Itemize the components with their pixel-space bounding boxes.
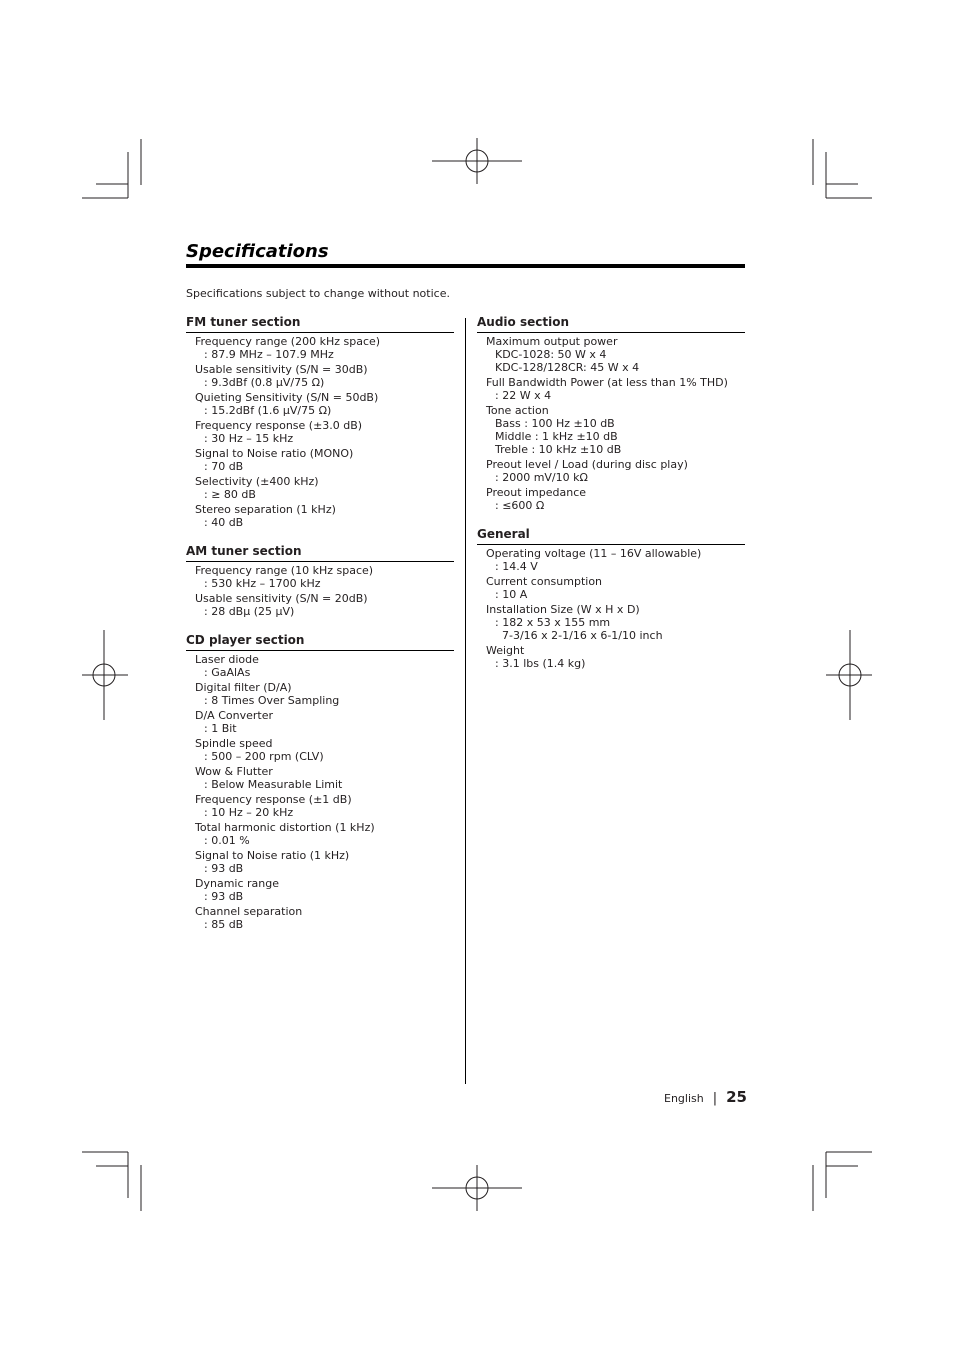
- spec-item: [195, 475, 454, 501]
- spec-value: : GaAlAs: [204, 666, 251, 679]
- spec-label: Digital filter (D/A): [195, 681, 292, 694]
- spec-list: [186, 651, 454, 931]
- spec-item: [195, 737, 454, 763]
- right-column: [477, 314, 745, 684]
- spec-value: KDC-128/128CR: 45 W x 4: [495, 361, 640, 374]
- spec-value: : 70 dB: [204, 460, 244, 473]
- spec-value: : 2000 mV/10 kΩ: [495, 471, 588, 484]
- footer-language: English: [664, 1092, 704, 1105]
- spec-item: [195, 653, 454, 679]
- spec-value: : ≤600 Ω: [495, 499, 545, 512]
- spec-item: [195, 391, 454, 417]
- spec-list: [186, 333, 454, 529]
- spec-item: [195, 793, 454, 819]
- spec-label: Installation Size (W x H x D): [486, 603, 640, 616]
- spec-label: Full Bandwidth Power (at less than 1% THD): [486, 376, 728, 389]
- spec-section-cd-player-section: [186, 632, 454, 931]
- spec-label: Dynamic range: [195, 877, 279, 890]
- spec-value: 7-3/16 x 2-1/16 x 6-1/10 inch: [495, 629, 663, 642]
- spec-label: Selectivity (±400 kHz): [195, 475, 319, 488]
- spec-item: [195, 681, 454, 707]
- spec-value: : 85 dB: [204, 918, 244, 931]
- spec-value: : 40 dB: [204, 516, 244, 529]
- spec-label: D/A Converter: [195, 709, 273, 722]
- spec-value: : 93 dB: [204, 890, 244, 903]
- spec-list: [186, 562, 454, 618]
- spec-item: [195, 447, 454, 473]
- spec-value: : 530 kHz – 1700 kHz: [204, 577, 321, 590]
- page-number: 25: [726, 1088, 747, 1106]
- spec-label: Current consumption: [486, 575, 603, 588]
- spec-item: [486, 376, 745, 402]
- spec-item: [195, 709, 454, 735]
- spec-label: Frequency range (200 kHz space): [195, 335, 381, 348]
- specifications-notice: Specifications subject to change without notice.: [186, 287, 450, 300]
- spec-value: Treble : 10 kHz ±10 dB: [495, 443, 622, 456]
- spec-label: Wow & Flutter: [195, 765, 273, 778]
- spec-label: Frequency response (±3.0 dB): [195, 419, 363, 432]
- spec-label: Channel separation: [195, 905, 303, 918]
- spec-value: : 28 dBμ (25 μV): [204, 605, 295, 618]
- spec-item: [486, 603, 745, 642]
- spec-item: [486, 458, 745, 484]
- spec-value: : 182 x 53 x 155 mm: [495, 616, 611, 629]
- spec-list: [477, 545, 745, 670]
- spec-label: Operating voltage (11 – 16V allowable): [486, 547, 702, 560]
- spec-item: [195, 849, 454, 875]
- spec-item: [486, 335, 745, 374]
- spec-value: Bass : 100 Hz ±10 dB: [495, 417, 615, 430]
- spec-value: : 93 dB: [204, 862, 244, 875]
- spec-label: Usable sensitivity (S/N = 20dB): [195, 592, 368, 605]
- spec-value: : 8 Times Over Sampling: [204, 694, 340, 707]
- spec-item: [486, 547, 745, 573]
- spec-label: Stereo separation (1 kHz): [195, 503, 336, 516]
- spec-label: Quieting Sensitivity (S/N = 50dB): [195, 391, 379, 404]
- title-rule: [186, 264, 745, 268]
- spec-item: [195, 765, 454, 791]
- footer-separator: |: [712, 1091, 718, 1106]
- spec-item: [195, 335, 454, 361]
- spec-list: [477, 333, 745, 512]
- section-title: Audio section: [477, 314, 745, 333]
- spec-label: Usable sensitivity (S/N = 30dB): [195, 363, 368, 376]
- spec-value: : 1 Bit: [204, 722, 237, 735]
- spec-label: Weight: [486, 644, 525, 657]
- spec-label: Laser diode: [195, 653, 259, 666]
- spec-item: [195, 503, 454, 529]
- spec-value: : 3.1 lbs (1.4 kg): [495, 657, 586, 670]
- page-title: Specifications: [186, 241, 329, 262]
- section-title: General: [477, 526, 745, 545]
- spec-value: : 15.2dBf (1.6 μV/75 Ω): [204, 404, 332, 417]
- spec-label: Maximum output power: [486, 335, 618, 348]
- spec-label: Frequency range (10 kHz space): [195, 564, 374, 577]
- spec-value: : ≥ 80 dB: [204, 488, 256, 501]
- left-column: [186, 314, 454, 945]
- spec-item: [486, 404, 745, 456]
- spec-section-audio-section: [477, 314, 745, 512]
- spec-section-fm-tuner-section: [186, 314, 454, 529]
- spec-label: Preout impedance: [486, 486, 587, 499]
- column-divider: [465, 318, 466, 1084]
- section-title: FM tuner section: [186, 314, 454, 333]
- spec-item: [486, 486, 745, 512]
- spec-section-am-tuner-section: [186, 543, 454, 618]
- spec-item: [195, 877, 454, 903]
- spec-item: [195, 363, 454, 389]
- spec-label: Frequency response (±1 dB): [195, 793, 352, 806]
- spec-value: : 10 Hz – 20 kHz: [204, 806, 294, 819]
- spec-value: : 30 Hz – 15 kHz: [204, 432, 294, 445]
- spec-item: [195, 821, 454, 847]
- page-footer: [664, 1088, 747, 1106]
- spec-value: : 87.9 MHz – 107.9 MHz: [204, 348, 334, 361]
- spec-value: : 14.4 V: [495, 560, 538, 573]
- spec-item: [486, 575, 745, 601]
- spec-section-general: [477, 526, 745, 670]
- spec-value: : 9.3dBf (0.8 μV/75 Ω): [204, 376, 325, 389]
- spec-item: [486, 644, 745, 670]
- spec-label: Tone action: [486, 404, 549, 417]
- spec-label: Spindle speed: [195, 737, 273, 750]
- spec-item: [195, 419, 454, 445]
- spec-value: KDC-1028: 50 W x 4: [495, 348, 607, 361]
- section-title: CD player section: [186, 632, 454, 651]
- spec-item: [195, 564, 454, 590]
- spec-value: : 0.01 %: [204, 834, 250, 847]
- spec-label: Signal to Noise ratio (1 kHz): [195, 849, 350, 862]
- spec-item: [195, 592, 454, 618]
- spec-value: : 500 – 200 rpm (CLV): [204, 750, 324, 763]
- section-title: AM tuner section: [186, 543, 454, 562]
- spec-value: Middle : 1 kHz ±10 dB: [495, 430, 618, 443]
- spec-label: Total harmonic distortion (1 kHz): [195, 821, 375, 834]
- spec-value: : 10 A: [495, 588, 528, 601]
- spec-value: : Below Measurable Limit: [204, 778, 343, 791]
- spec-value: : 22 W x 4: [495, 389, 552, 402]
- spec-label: Preout level / Load (during disc play): [486, 458, 688, 471]
- spec-label: Signal to Noise ratio (MONO): [195, 447, 354, 460]
- spec-item: [195, 905, 454, 931]
